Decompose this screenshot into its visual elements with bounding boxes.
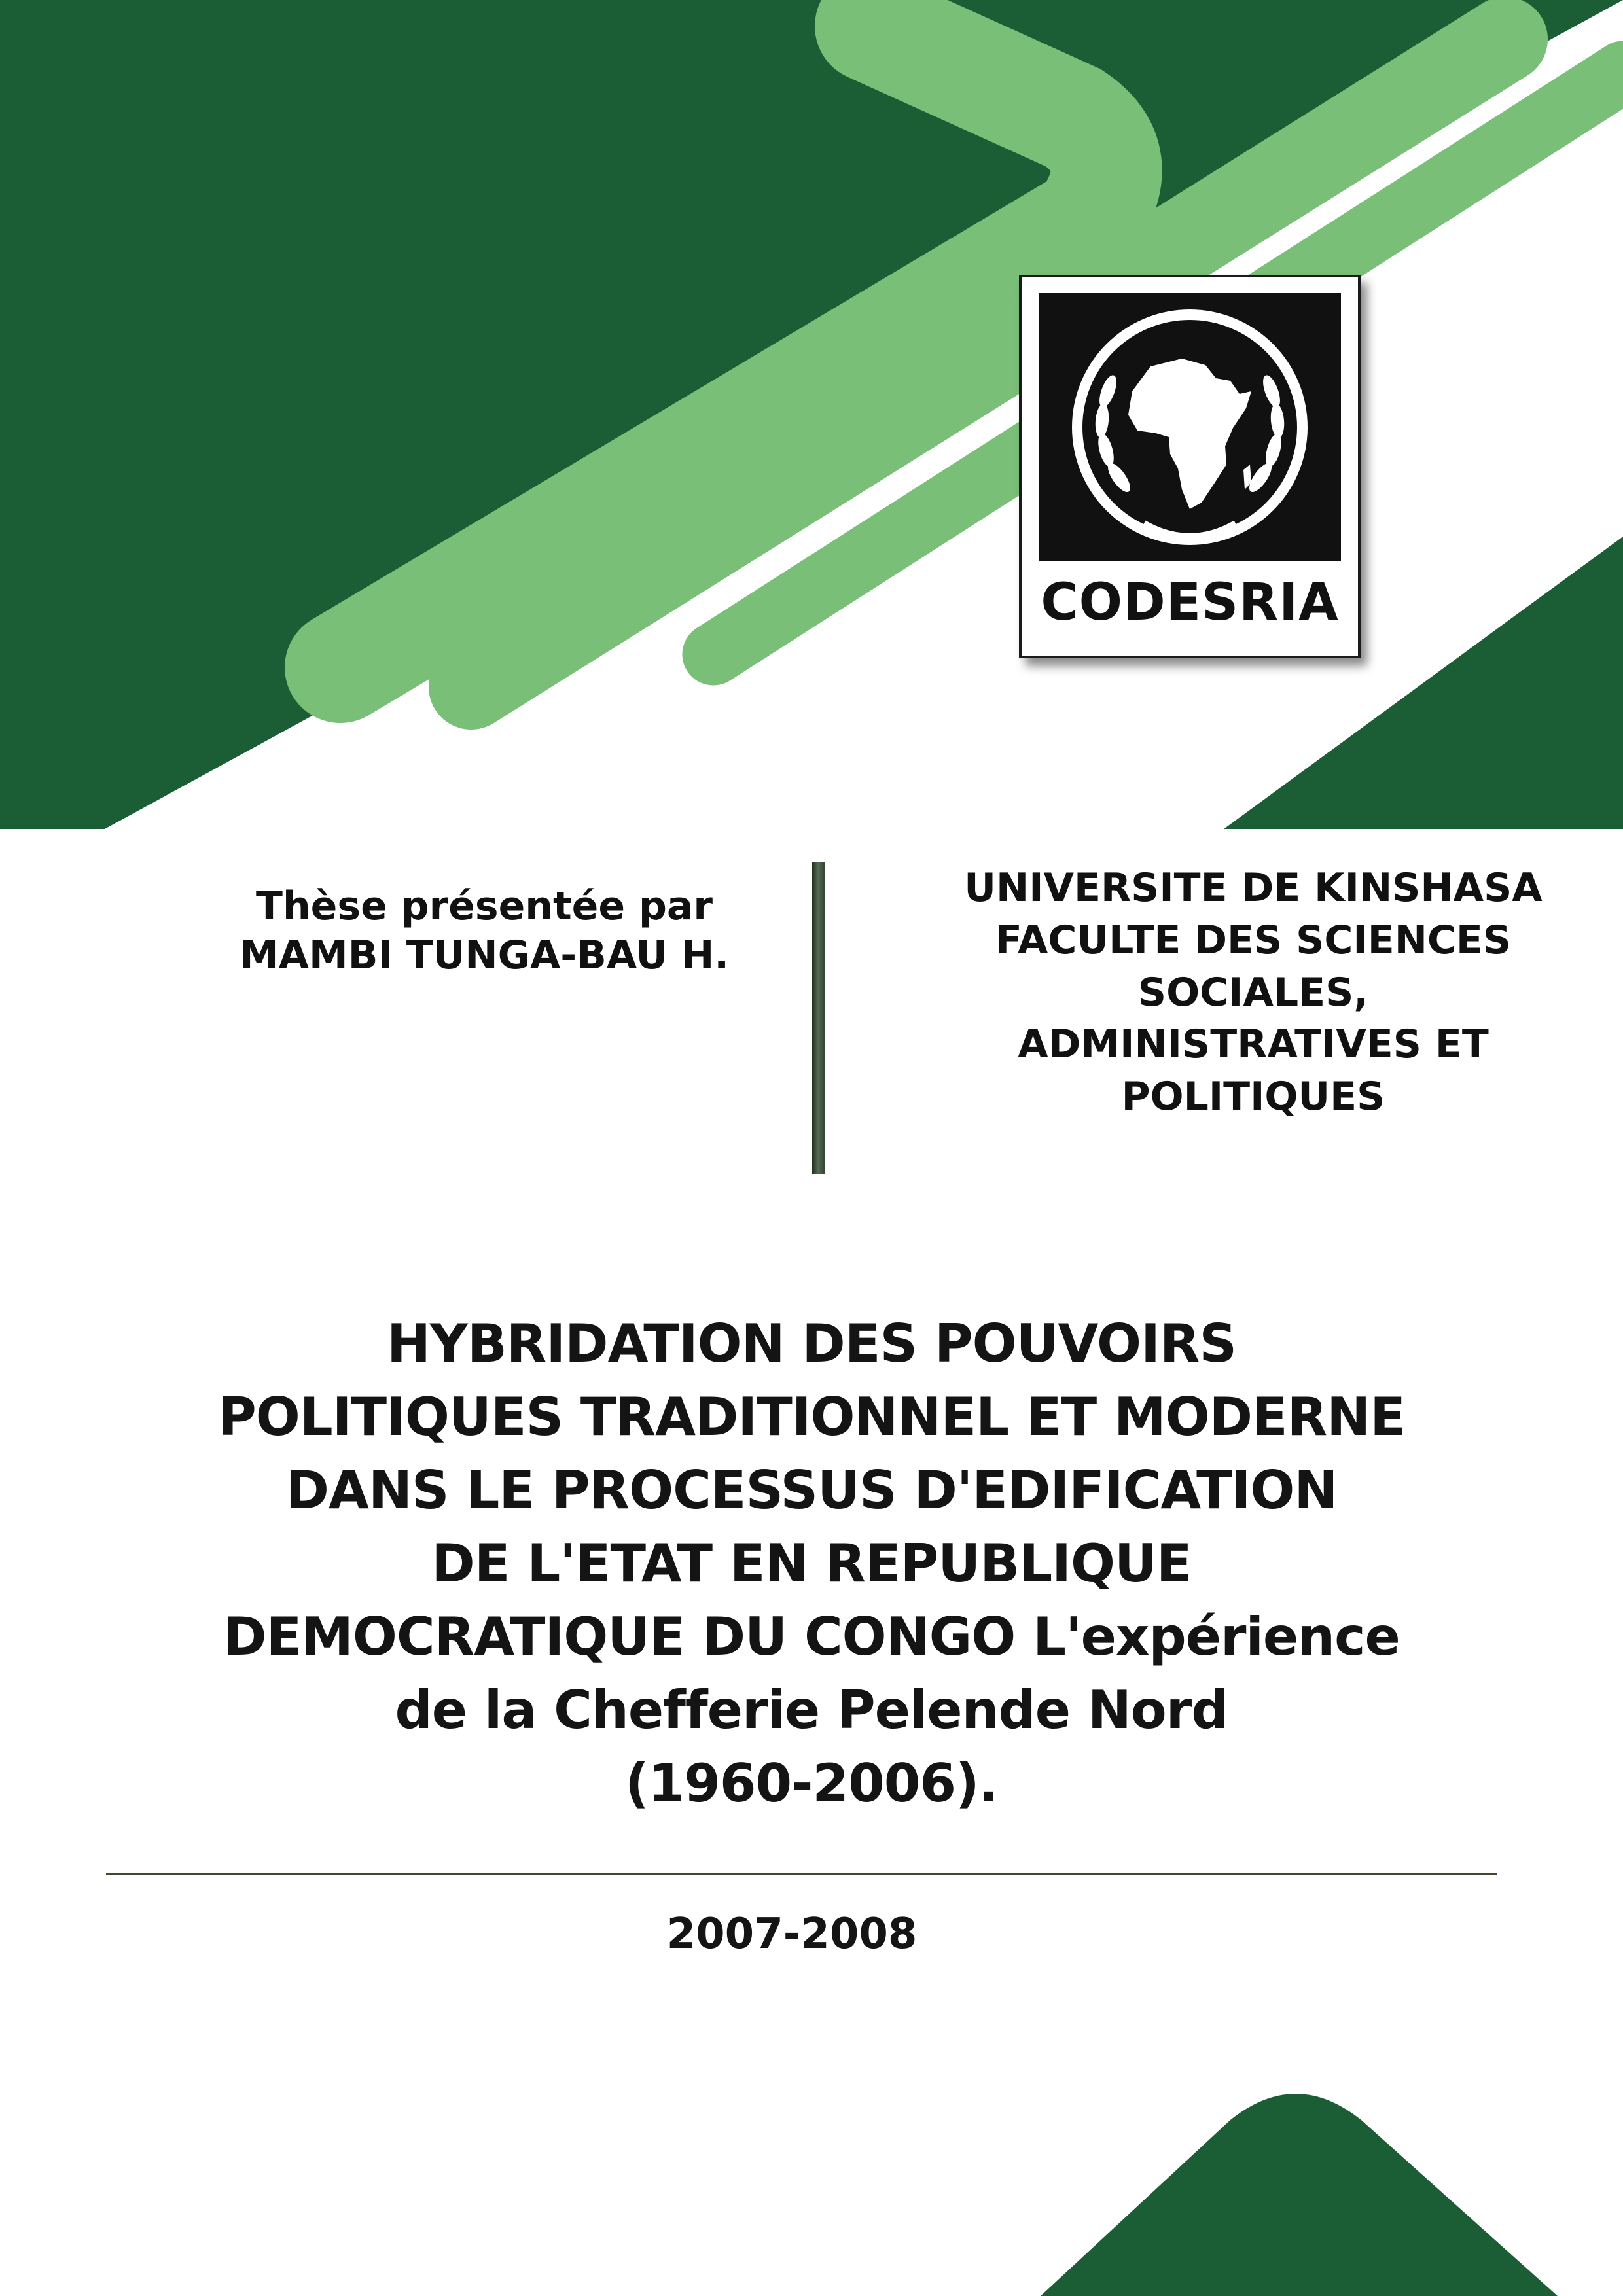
title-line: DANS LE PROCESSUS D'EDIFICATION xyxy=(285,1460,1338,1521)
vertical-divider xyxy=(812,862,825,1174)
thesis-title xyxy=(164,1307,1459,1820)
author-block xyxy=(164,882,805,980)
university-line: SOCIALES, xyxy=(1137,969,1369,1016)
africa-map-with-laurel-wreath-icon xyxy=(1039,293,1341,561)
title-line: HYBRIDATION DES POUVOIRS xyxy=(386,1313,1237,1374)
university-line: UNIVERSITE DE KINSHASA xyxy=(964,865,1543,911)
codesria-logo xyxy=(1019,275,1361,658)
horizontal-rule xyxy=(106,1873,1497,1875)
title-line: (1960-2006). xyxy=(624,1753,999,1814)
university-line: POLITIQUES xyxy=(1121,1074,1385,1120)
academic-year: 2007-2008 xyxy=(666,1910,918,1958)
university-block xyxy=(870,862,1623,1123)
title-line: DE L'ETAT EN REPUBLIQUE xyxy=(431,1533,1192,1594)
logo-wordmark: CODESRIA xyxy=(1041,573,1339,632)
bottom-corner-triangle xyxy=(1041,2094,1558,2296)
title-line: DEMOCRATIQUE DU CONGO L'expérience xyxy=(223,1606,1400,1667)
logo-emblem xyxy=(1039,293,1341,561)
university-line: FACULTE DES SCIENCES xyxy=(995,917,1512,963)
university-line: ADMINISTRATIVES ET xyxy=(1018,1021,1489,1068)
author-name: MAMBI TUNGA-BAU H. xyxy=(239,932,730,978)
title-line: de la Chefferie Pelende Nord xyxy=(395,1680,1228,1740)
title-line: POLITIQUES TRADITIONNEL ET MODERNE xyxy=(218,1386,1405,1447)
author-intro: Thèse présentée par xyxy=(256,883,713,929)
